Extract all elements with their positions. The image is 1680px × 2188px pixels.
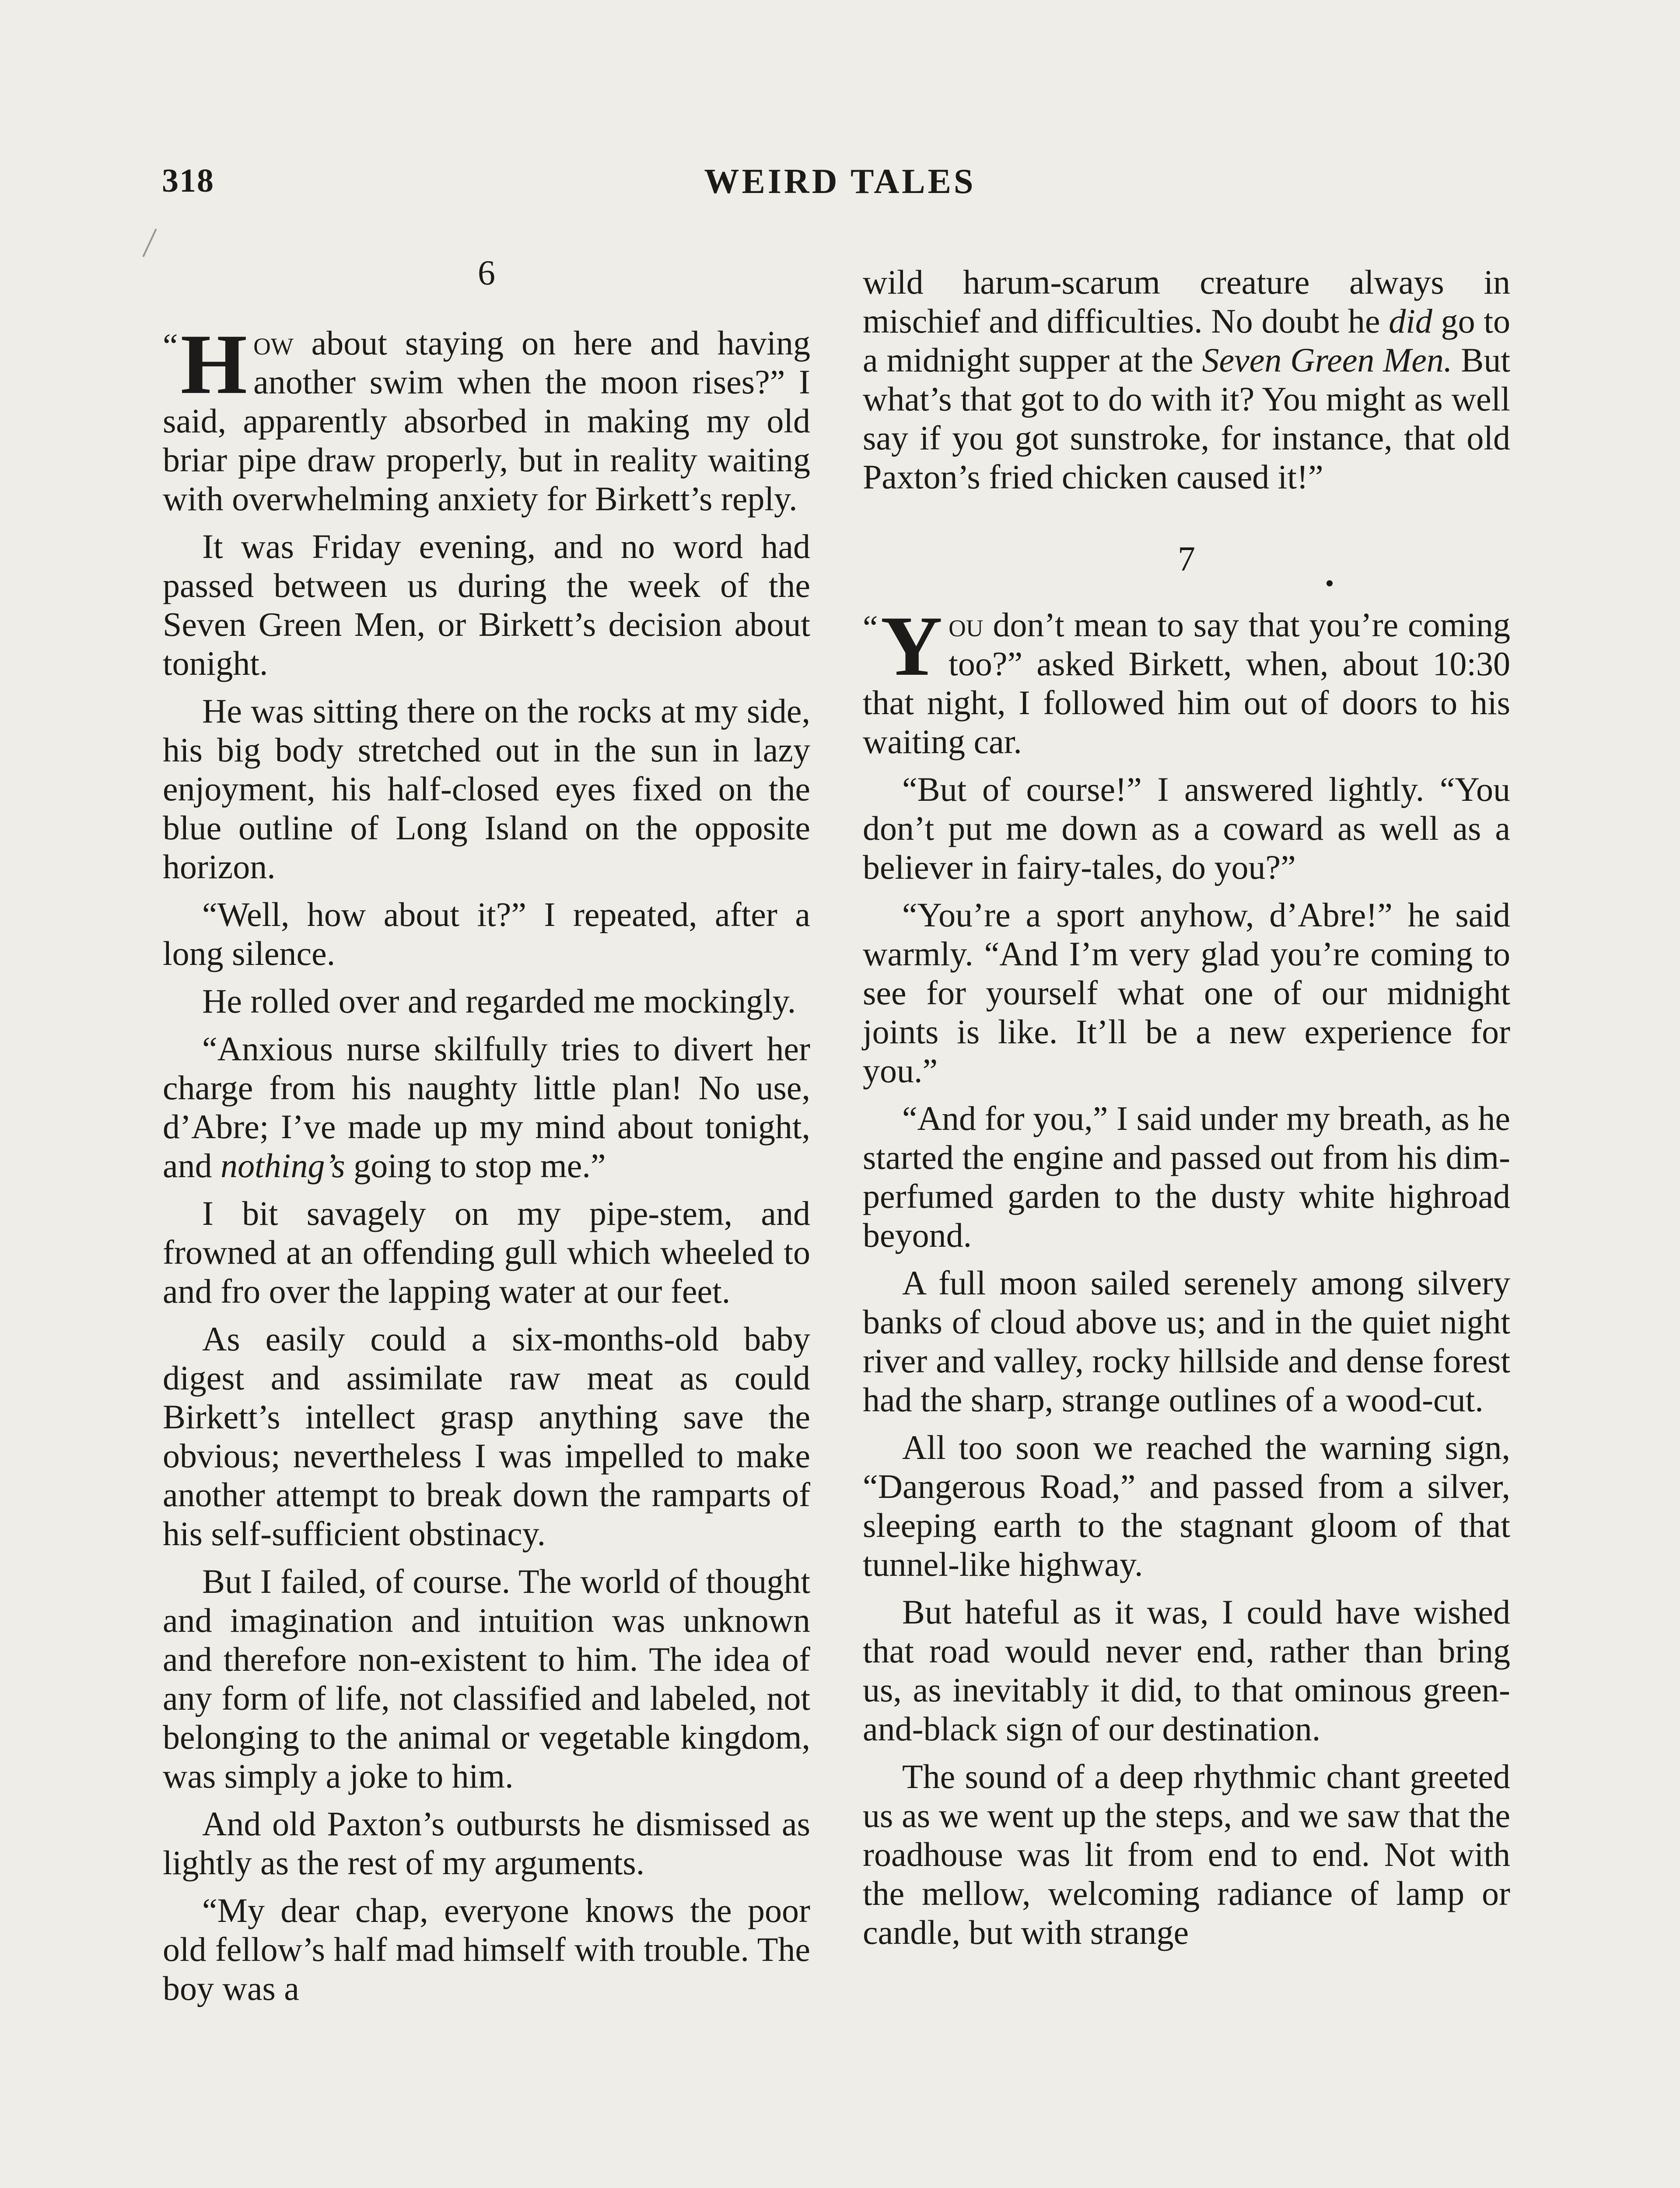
paragraph-text: “Anxious nurse skilfully tries to divert her charge from his naughty little plan! No use, d’Abre; I’ve made up my mind about tonight, and xyxy=(163,1030,810,1185)
emphasis-text: nothing’s xyxy=(220,1147,345,1185)
opening-quote: “ xyxy=(163,326,178,365)
page-number: 318 xyxy=(162,162,214,199)
paragraph: “Well, how about it?” I repeated, after a long silence. xyxy=(163,895,810,972)
emphasis-text: did xyxy=(1389,302,1432,340)
paragraph: And old Paxton’s outbursts he dismissed as lightly as the rest of my arguments. xyxy=(163,1805,810,1882)
section-6-opening-paragraph xyxy=(163,317,810,518)
paragraph: “And for you,” I said under my breath, as he started the engine and passed out from his dim-perfumed garden to the dusty white highroad beyond. xyxy=(863,1099,1510,1254)
paragraph-continued xyxy=(863,263,1510,496)
opening-quote: “ xyxy=(863,608,878,646)
paragraph-text: go to a midnight supper at the xyxy=(863,302,1511,379)
section-7-opening-paragraph xyxy=(863,599,1510,761)
paragraph: A full moon sailed serenely among silvery banks of cloud above us; and in the quiet night river and valley, rocky hillside and dense forest had the sharp, strange outlines of a wood-cut. xyxy=(863,1264,1510,1419)
paragraph-text: don’t mean to say that you’re coming too?” asked Birkett, when, about 10:30 that night, I followed him out of doors to his waiting car. xyxy=(863,606,1510,761)
paragraph-text: wild harum-scarum creature always in mischief and difficulties. No doubt he xyxy=(863,263,1510,340)
paragraph: I bit savagely on my pipe-stem, and frowned at an offending gull which wheeled to and fro over the lapping water at our feet. xyxy=(163,1194,810,1310)
paragraph: All too soon we reached the warning sign, “Dangerous Road,” and passed from a silver, sleeping earth to the stagnant gloom of that tunnel-like highway. xyxy=(863,1428,1510,1583)
stray-pencil-mark xyxy=(142,228,157,257)
right-column xyxy=(863,263,1510,1960)
paragraph xyxy=(163,1029,810,1185)
paragraph-text: about staying on here and having another swim when the moon rises?” I said, apparently absorbed in making my old briar pipe draw properly, but in reality waiting with overwhelming anxiety for Birkett’s reply. xyxy=(163,324,810,518)
paragraph: “You’re a sport anyhow, d’Abre!” he said warmly. “And I’m very glad you’re coming to see for yourself what one of our midnight joints is like. It’ll be a new experience for you.” xyxy=(863,896,1510,1090)
magazine-title: WEIRD TALES xyxy=(704,162,976,201)
paragraph: As easily could a six-months-old baby digest and assimilate raw meat as could Birkett’s intellect grasp anything save the obvious; nevertheless I was impelled to make another attempt to break down the ramparts of his self-sufficient obstinacy. xyxy=(163,1320,810,1553)
drop-cap-letter: Y xyxy=(880,599,943,694)
paragraph-text: going to stop me.” xyxy=(345,1147,606,1185)
paragraph: “But of course!” I answered lightly. “You don’t put me down as a coward as well as a believer in fairy-tales, do you?” xyxy=(863,770,1510,886)
small-caps-lead: ou xyxy=(948,606,984,644)
left-column xyxy=(163,254,810,2016)
running-head xyxy=(162,162,1518,210)
section-number-7: 7 xyxy=(1178,540,1195,579)
paragraph: But hateful as it was, I could have wished that road would never end, rather than bring us, as inevitably it did, to that ominous green-and-black sign of our destination. xyxy=(863,1593,1510,1748)
paragraph: The sound of a deep rhythmic chant greeted us as we went up the steps, and we saw that the roadhouse was lit from end to end. Not with the mellow, welcoming radiance of lamp or candle, but with strange xyxy=(863,1757,1510,1951)
small-caps-lead: ow xyxy=(253,324,294,362)
paragraph: He was sitting there on the rocks at my side, his big body stretched out in the sun in lazy enjoyment, his half-closed eyes fixed on the blue outline of Long Island on the opposite horizon. xyxy=(163,692,810,886)
paragraph: But I failed, of course. The world of thought and imagination and intuition was unknown and therefore non-existent to him. The idea of any form of life, not classified and labeled, not belonging to the animal or vegetable kingdom, was simply a joke to him. xyxy=(163,1562,810,1795)
paragraph: “My dear chap, everyone knows the poor old fellow’s half mad himself with trouble. The boy was a xyxy=(163,1891,810,2007)
drop-cap-letter: H xyxy=(180,317,248,412)
section-number-6: 6 xyxy=(478,254,495,292)
paragraph: He rolled over and regarded me mockingly. xyxy=(202,982,796,1020)
emphasis-text: Seven Green Men. xyxy=(1202,341,1452,379)
paragraph: It was Friday evening, and no word had passed between us during the week of the Seven Green Men, or Birkett’s decision about tonight. xyxy=(163,527,810,682)
paragraph-text: But what’s that got to do with it? You might as well say if you got sunstroke, for instance, that old Paxton’s fried chicken caused it!” xyxy=(863,341,1511,496)
